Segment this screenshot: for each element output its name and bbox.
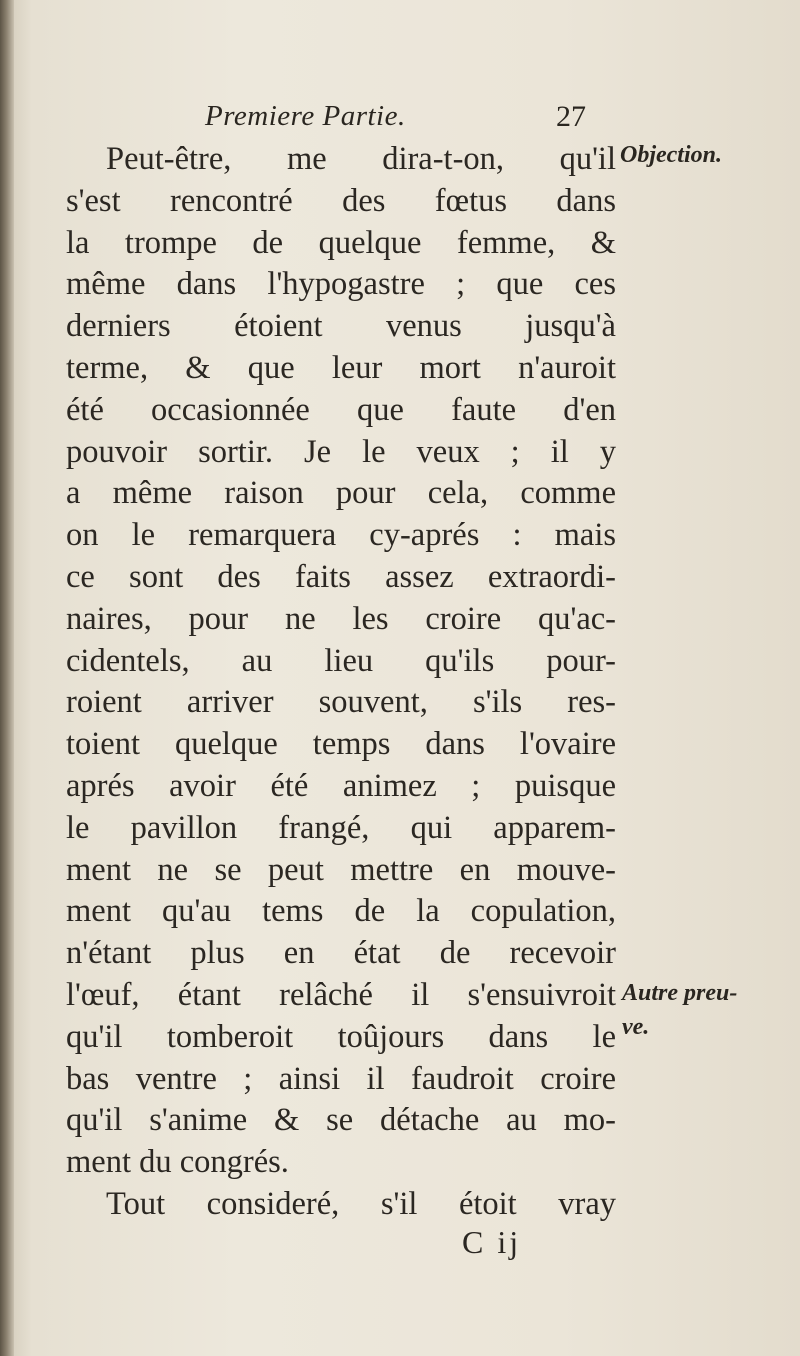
text-line-5: derniers étoient venus jusqu'à bbox=[66, 308, 616, 345]
margin-note-objection: Objection. bbox=[620, 142, 722, 168]
text-line-15: toient quelque temps dans l'ovaire bbox=[66, 726, 616, 763]
text-line-14: roient arriver souvent, s'ils res- bbox=[66, 684, 616, 721]
text-line-8: pouvoir sortir. Je le veux ; il y bbox=[66, 433, 616, 470]
margin-note-autre-line1: Autre preu- bbox=[622, 980, 738, 1006]
text-line-25: ment du congrés. bbox=[66, 1144, 289, 1181]
text-line-13: cidentels, au lieu qu'ils pour- bbox=[66, 642, 616, 679]
text-line-19: ment qu'au tems de la copulation, bbox=[66, 893, 616, 930]
text-line-7: été occasionnée que faute d'en bbox=[66, 391, 616, 428]
book-spine-shadow bbox=[0, 0, 14, 1356]
text-line-9: a même raison pour cela, comme bbox=[66, 475, 616, 512]
page-number: 27 bbox=[556, 100, 586, 133]
text-line-4: même dans l'hypogastre ; que ces bbox=[66, 266, 616, 303]
text-line-12: naires, pour ne les croire qu'ac- bbox=[66, 600, 616, 637]
text-line-21: l'œuf, étant relâché il s'ensuivroit bbox=[66, 976, 616, 1013]
text-line-18: ment ne se peut mettre en mouve- bbox=[66, 851, 616, 888]
text-line-3: la trompe de quelque femme, & bbox=[66, 224, 616, 261]
text-line-6: terme, & que leur mort n'auroit bbox=[66, 349, 616, 386]
text-line-24: qu'il s'anime & se détache au mo- bbox=[66, 1102, 616, 1139]
text-line-2: s'est rencontré des fœtus dans bbox=[66, 182, 616, 219]
signature-mark: C ij bbox=[462, 1224, 522, 1260]
running-head-title: Premiere Partie. bbox=[205, 100, 406, 132]
text-line-26: Tout consideré, s'il étoit vray bbox=[106, 1185, 616, 1222]
text-line-17: le pavillon frangé, qui apparem- bbox=[66, 809, 616, 846]
text-line-1: Peut-être, me dira-t-on, qu'il bbox=[106, 141, 616, 177]
margin-note-autre-preuve bbox=[622, 976, 737, 1044]
text-line-23: bas ventre ; ainsi il faudroit croire bbox=[66, 1060, 616, 1097]
text-line-16: aprés avoir été animez ; puisque bbox=[66, 767, 616, 804]
text-line-22: qu'il tomberoit toûjours dans le bbox=[66, 1018, 616, 1055]
text-line-10: on le remarquera cy-aprés : mais bbox=[66, 517, 616, 554]
text-line-11: ce sont des faits assez extraordi- bbox=[66, 558, 616, 595]
text-line-20: n'étant plus en état de recevoir bbox=[66, 935, 616, 972]
body-text bbox=[66, 139, 616, 1226]
margin-note-autre-line2: ve. bbox=[622, 1014, 650, 1040]
